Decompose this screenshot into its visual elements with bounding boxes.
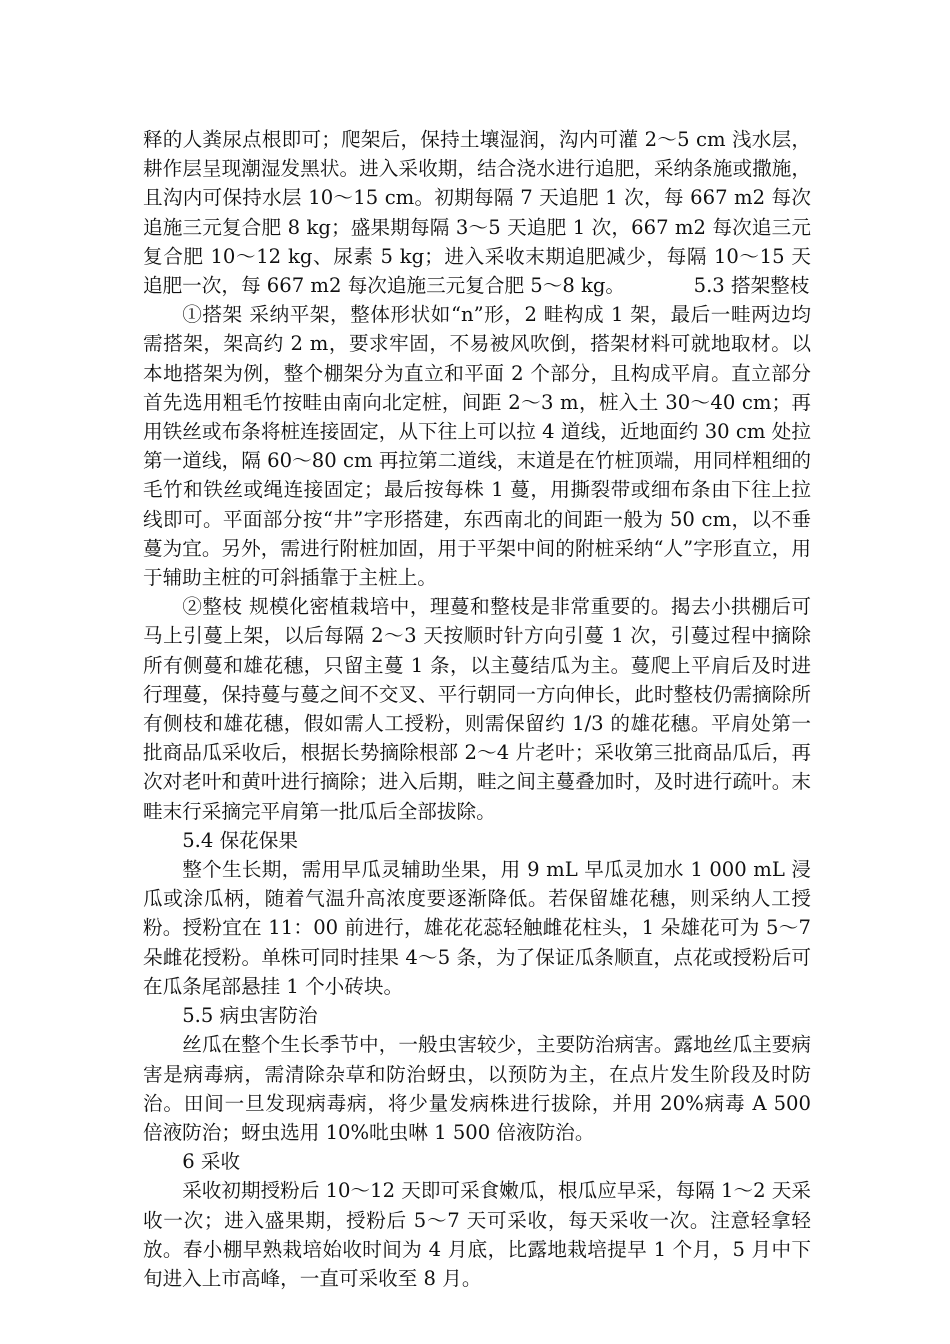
paragraph-harvest: 采收初期授粉后 10～12 天即可采食嫩瓜，根瓜应早采，每隔 1～2 天采收一次；进入盛果期，授粉后 5～7 天可采收，每天采收一次。注意轻拿轻放。春小棚早熟栽培始收时间为 4 月底，比露地栽培提早 1 个月，5 月中下旬进入上市高峰，一直可采收至 8 月。 [143,1179,811,1290]
section-heading-harvest: 6 采收 [182,1150,241,1174]
section-heading-pest-control: 5.5 病虫害防治 [182,1004,318,1028]
paragraph-pruning: ②整枝 规模化密植栽培中，理蔓和整枝是非常重要的。揭去小拱棚后可马上引蔓上架，以后每隔 2～3 天按顺时针方向引蔓 1 次，引蔓过程中摘除所有侧蔓和雄花穗，只留主蔓 1 条，以主蔓结瓜为主。蔓爬上平肩后及时进行理蔓，保持蔓与蔓之间不交叉、平行朝同一方向伸长，此时整枝仍需摘除所有侧枝和雄花穗，假如需人工授粉，则需保留约 1/3 的雄花穗。平肩处第一批商品瓜采收后，根据长势摘除根部 2～4 片老叶；采收第三批商品瓜后，再次对老叶和黄叶进行摘除；进入后期，畦之间主蔓叠加时，及时进行疏叶。末畦末行采摘完平肩第一批瓜后全部拔除。 [143,595,811,823]
paragraph-fertilization: 释的人粪尿点根即可；爬架后，保持土壤湿润，沟内可灌 2～5 cm 浅水层，耕作层呈现潮湿发黑状。进入采收期，结合浇水进行追肥，采纳条施或撒施，且沟内可保持水层 10～15 cm。初期每隔 7 天追肥 1 次，每 667 m2 每次追施三元复合肥 8 kg；盛果期每隔 3～5 天追肥 1 次，667 m2 每次追三元复合肥 10～12 kg、尿素 5 kg；进入采收末期追肥减少，每隔 10～15 天追肥一次，每 667 m2 每次追施三元复合肥 5～8 kg。 5.3 搭架整枝 [143,128,811,298]
paragraph-flower-fruit: 整个生长期，需用早瓜灵辅助坐果，用 9 mL 早瓜灵加水 1 000 mL 浸瓜或涂瓜柄，随着气温升高浓度要逐渐降低。若保留雄花穗，则采纳人工授粉。授粉宜在 11：00 前进行，雄花花蕊轻触雌花柱头，1 朵雄花可为 5～7 朵雌花授粉。单株可同时挂果 4～5 条，为了保证瓜条顺直，点花或授粉后可在瓜条尾部悬挂 1 个小砖块。 [143,858,811,998]
paragraph-trellis: ①搭架 采纳平架，整体形状如“n”形，2 畦构成 1 架，最后一畦两边均需搭架，架高约 2 m，要求牢固，不易被风吹倒，搭架材料可就地取材。以本地搭架为例，整个棚架分为直立和平面 2 个部分，且构成平肩。直立部分首先选用粗毛竹按畦由南向北定桩，间距 2～3 m，桩入土 30～40 cm；再用铁丝或布条将桩连接固定，从下往上可以拉 4 道线，近地面约 30 cm 处拉第一道线，隔 60～80 cm 再拉第二道线，末道是在竹桩顶端，用同样粗细的毛竹和铁丝或绳连接固定；最后按每株 1 蔓，用撕裂带或细布条由下往上拉线即可。平面部分按“井”字形搭建，东西南北的间距一般为 50 cm，以不垂蔓为宜。另外，需进行附桩加固，用于平架中间的附桩采纳“人”字形直立，用于辅助主桩的可斜插靠于主桩上。 [143,303,811,590]
paragraph-pest-control: 丝瓜在整个生长季节中，一般虫害较少，主要防治病害。露地丝瓜主要病害是病毒病，需清除杂草和防治蚜虫，以预防为主，在点片发生阶段及时防治。田间一旦发现病毒病，将少量发病株进行拔除，并用 20%病毒 A 500 倍液防治；蚜虫选用 10%吡虫啉 1 500 倍液防治。 [143,1033,811,1144]
document-body [143,125,811,1293]
section-heading-flower-fruit: 5.4 保花保果 [182,828,298,852]
